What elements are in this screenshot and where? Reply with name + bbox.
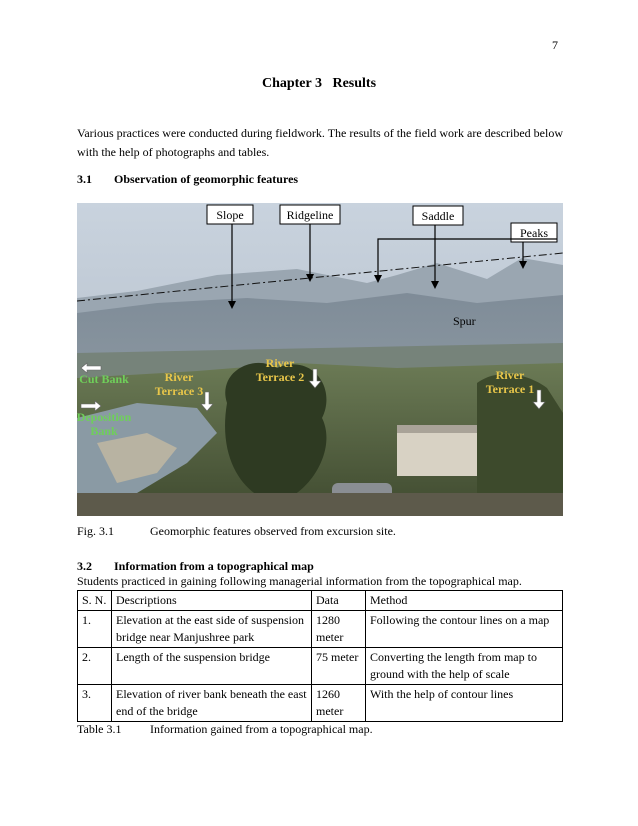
table-cell: 2. [78,648,112,685]
chapter-title: Chapter 3 Results [261,76,377,91]
topo-intro: Students practiced in gaining following managerial information from the topographical map. [77,574,522,588]
ridgeline-label: Ridgeline [286,208,334,222]
deposition-label-b: Bank [90,424,118,438]
table-caption [77,722,373,737]
table-header: Method [366,591,563,611]
road [77,493,563,516]
ridgeline-label-box [280,205,340,224]
slope-label: Slope [216,208,244,222]
table-cell: Converting the length from map to ground with the help of scale [366,648,563,685]
table-cell: 3. [78,685,112,722]
intro-paragraph: Various practices were conducted during fieldwork. The results of the field work are described below with the help of photographs and tables. [77,126,563,159]
table-cell: With the help of contour lines [366,685,563,722]
section-title: Information from a topographical map [114,559,314,573]
table-header-row [78,591,563,611]
table-cell: 75 meter [312,648,366,685]
river-terrace-3-label-b: Terrace 3 [154,384,204,398]
figure-caption [77,524,396,539]
section-number: 3.1 [77,172,92,186]
table-cell: Elevation at the east side of suspension bridge near Manjushree park [112,611,312,648]
slope-label-box [207,205,253,224]
table-header: S. N. [78,591,112,611]
table-cell: 1260 meter [312,685,366,722]
figure-caption-text: Geomorphic features observed from excursion site. [150,524,396,538]
table-caption-text: Information gained from a topographical map. [150,722,373,736]
table-cell: 1. [78,611,112,648]
river-terrace-3-label-a: River [164,370,194,384]
peaks-label: Peaks [520,226,548,240]
section-heading-3-2 [77,559,314,574]
river-terrace-2-label-a: River [265,356,295,370]
section-heading-3-1 [77,172,298,187]
table-cell: 1280 meter [312,611,366,648]
table-cell: Elevation of river bank beneath the east end of the bridge [112,685,312,722]
deposition-label-a: Deposition [77,410,132,424]
section-title: Observation of geomorphic features [114,172,299,186]
river-terrace-1-label-a: River [495,368,525,382]
table-label: Table 3.1 [77,722,122,736]
table-cell: Following the contour lines on a map [366,611,563,648]
photo-illustration [77,203,563,516]
cut-bank-label: Cut Bank [79,372,129,386]
table-row [78,685,563,722]
table-header: Descriptions [112,591,312,611]
river-terrace-2-label-b: Terrace 2 [255,370,305,384]
section-number: 3.2 [77,559,92,573]
figure-label: Fig. 3.1 [77,524,115,538]
saddle-label-box [413,206,463,225]
spur-label: Spur [453,314,476,328]
page-number: 7 [552,38,558,52]
info-table [77,590,563,722]
river-terrace-1-label-b: Terrace 1 [485,382,535,396]
saddle-label: Saddle [421,209,455,223]
geomorphic-photo [77,203,563,516]
table-header: Data [312,591,366,611]
table-row [78,611,563,648]
table-cell: Length of the suspension bridge [112,648,312,685]
table-row [78,648,563,685]
